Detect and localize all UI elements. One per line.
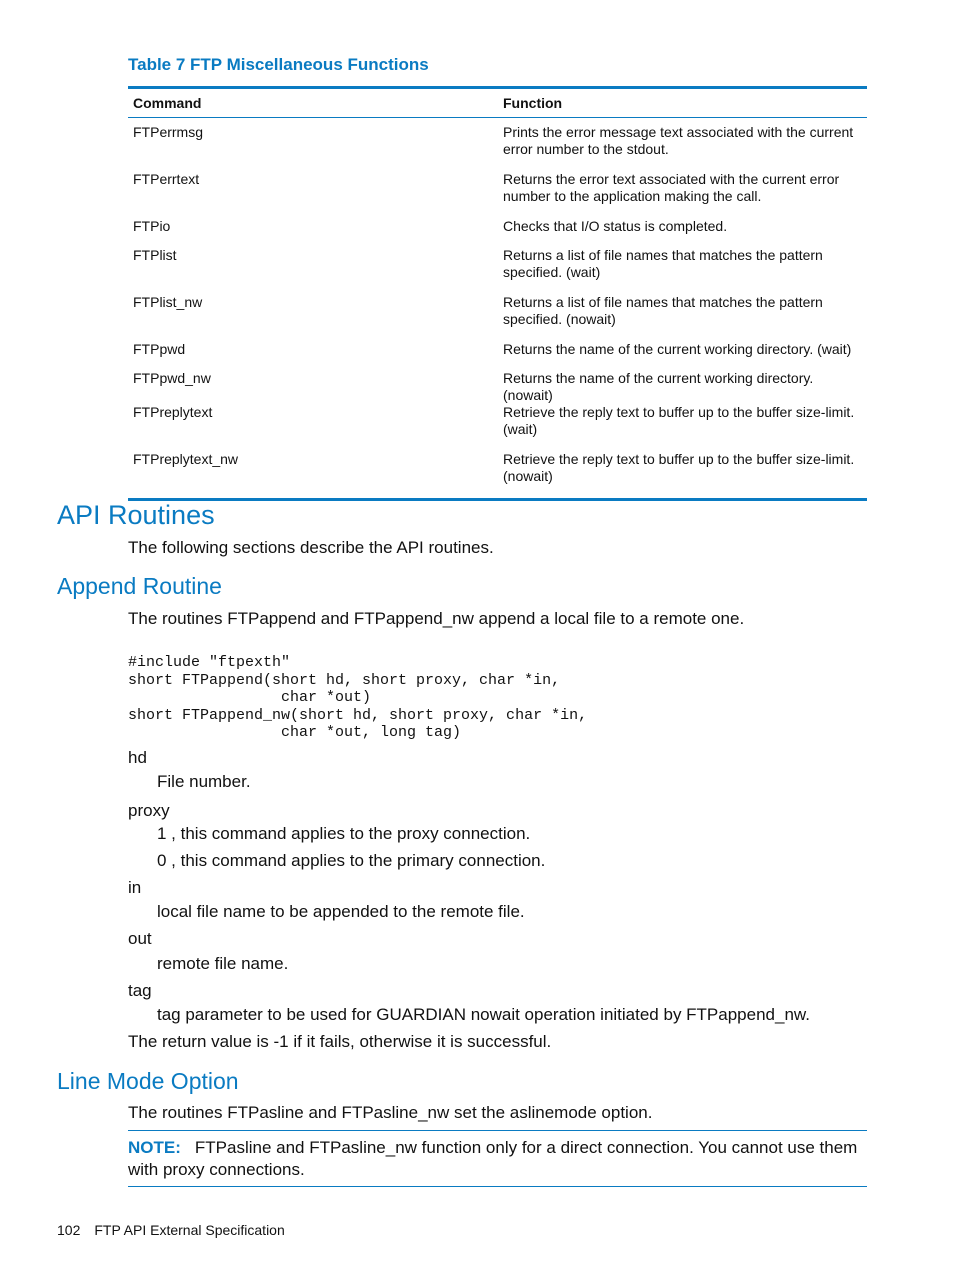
page-footer [57,1222,285,1238]
param-term-out: out [128,929,152,948]
page-number: 102 [57,1222,81,1238]
param-desc-tag: tag parameter to be used for GUARDIAN nowait operation initiated by FTPappend_nw. [157,1005,810,1024]
table-caption: Table 7 FTP Miscellaneous Functions [128,55,429,74]
param-term-in: in [128,878,142,897]
command-cell: FTPio [133,218,171,234]
function-cell: Returns the name of the current working directory. (nowait) [503,370,814,403]
function-cell: Retrieve the reply text to buffer up to the buffer size-limit. (wait) [503,404,855,437]
api-routines-intro: The following sections describe the API routines. [128,538,494,557]
note-text: FTPasline and FTPasline_nw function only for a direct connection. You cannot use them with proxy connections. [128,1138,858,1179]
param-term-tag: tag [128,981,152,1000]
param-term-hd: hd [128,748,147,767]
append-routine-heading: Append Routine [57,573,222,599]
append-return-text: The return value is -1 if it fails, otherwise it is successful. [128,1032,552,1051]
table-row [128,171,867,218]
table-row [128,370,867,404]
function-cell: Prints the error message text associated with the current error number to the stdout. [503,124,854,157]
command-cell: FTPpwd_nw [133,370,211,386]
param-desc-out: remote file name. [157,954,289,973]
append-routine-intro: The routines FTPappend and FTPappend_nw append a local file to a remote one. [128,609,745,628]
column-header-function: Function [498,88,867,118]
table-row [128,294,867,341]
table-row [128,341,867,370]
note-box [128,1130,867,1187]
table-bottom-rule [128,500,867,502]
line-mode-heading: Line Mode Option [57,1068,239,1094]
command-cell: FTPlist_nw [133,294,203,310]
param-desc-hd: File number. [157,772,251,791]
function-cell: Retrieve the reply text to buffer up to the buffer size-limit.(nowait) [503,451,855,484]
append-code-block: #include "ftpexth" short FTPappend(short hd, short proxy, char *in, char *out) short FTPappend_nw(short hd, short proxy, char *in, char *out, long tag) [128,654,588,742]
function-cell: Returns the name of the current working directory. (wait) [503,341,852,357]
param-desc-in: local file name to be appended to the remote file. [157,902,525,921]
command-cell: FTPreplytext_nw [133,451,239,467]
function-cell: Returns a list of file names that matches the pattern specified. (wait) [503,247,823,280]
param-term-proxy: proxy [128,801,170,820]
command-cell: FTPreplytext [133,404,213,420]
function-cell: Checks that I/O status is completed. [503,218,728,234]
table-header-row [128,88,867,118]
command-cell: FTPlist [133,247,177,263]
table-row [128,451,867,500]
table-row [128,404,867,451]
command-cell: FTPerrmsg [133,124,203,140]
table-row [128,218,867,247]
function-cell: Returns a list of file names that matches the pattern specified. (nowait) [503,294,823,327]
table-row [128,247,867,294]
param-desc-proxy-1: 1 , this command applies to the proxy connection. [157,824,531,843]
command-cell: FTPpwd [133,341,186,357]
command-cell: FTPerrtext [133,171,200,187]
note-label: NOTE: [128,1138,181,1157]
api-routines-heading: API Routines [57,500,215,530]
footer-title: FTP API External Specification [94,1222,285,1238]
param-desc-proxy-0: 0 , this command applies to the primary connection. [157,851,546,870]
function-cell: Returns the error text associated with the current error number to the application making the call. [503,171,840,204]
ftp-misc-functions-table [128,86,867,501]
column-header-command: Command [128,88,498,118]
table-row [128,118,867,172]
line-mode-intro: The routines FTPasline and FTPasline_nw set the aslinemode option. [128,1103,653,1122]
